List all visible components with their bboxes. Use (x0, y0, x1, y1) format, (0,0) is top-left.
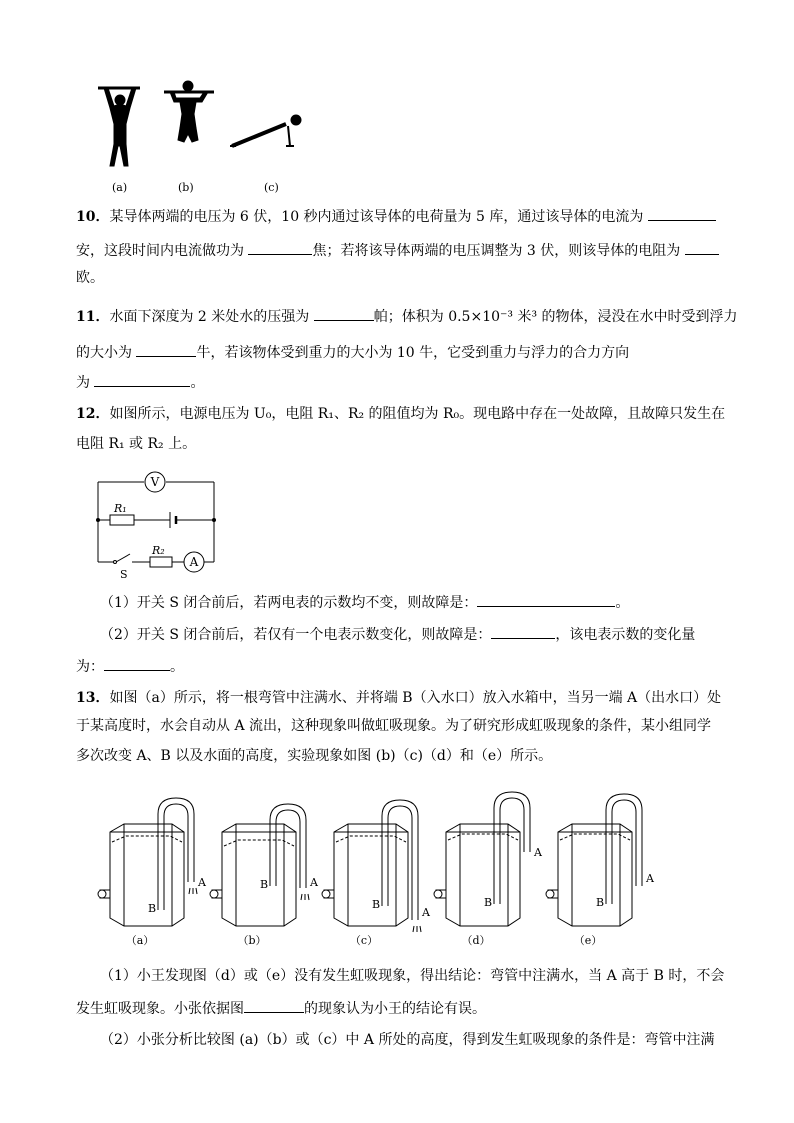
q12-sub2-line-2 (76, 656, 184, 677)
r2-resistor (150, 557, 172, 567)
voltmeter-label: V (150, 475, 160, 489)
siphon-panel (434, 792, 543, 947)
q13-line-1 (76, 688, 721, 708)
r1-resistor (110, 515, 134, 525)
q12-line-2 (76, 434, 196, 454)
q11-number: 11． (76, 309, 110, 325)
q12-text-2: 电阻 R₁ 或 R₂ 上。 (76, 436, 197, 452)
q12-sub2-end: 。 (170, 659, 184, 675)
q12-number: 12． (76, 406, 110, 422)
siphon-caption: （e） (573, 934, 603, 947)
q13-sub2-line (100, 1030, 714, 1050)
q12-blank-fault-2[interactable] (491, 624, 555, 639)
r1-label: R₁ (114, 502, 127, 515)
switch-label: S (120, 568, 128, 581)
q12-sub1-text: （1）开关 S 闭合前后，若两电表的示数均不变，则故障是： (100, 595, 478, 611)
q13-line-3 (76, 746, 552, 766)
q13-sub1-text-c: 的现象认为小王的结论有误。 (304, 1001, 486, 1017)
siphon-label-a: A (198, 876, 206, 889)
q11-line-2 (76, 342, 629, 363)
q11-blank-direction[interactable] (94, 372, 190, 387)
siphon-label-a: A (310, 876, 318, 889)
q12-sub2-text-c: 为： (76, 659, 104, 675)
siphon-panel (546, 794, 655, 947)
q11-text-3a: 为 (76, 375, 90, 391)
q10-number: 10． (76, 209, 110, 225)
q11-text-2a: 的大小为 (76, 345, 132, 361)
siphon-caption: （c） (349, 934, 379, 947)
q13-number: 13． (76, 690, 110, 706)
q11-blank-pressure[interactable] (314, 306, 374, 321)
q12-sub1-end: 。 (615, 595, 630, 611)
q13-text-2: 于某高度时，水会自动从 A 流出，这种现象叫做虹吸现象。为了研究形成虹吸现象的条件，某小组同学 (76, 718, 712, 734)
q13-sub1-line-1 (100, 966, 724, 986)
siphon-panel (210, 804, 319, 947)
q13-sub1-line-2 (76, 998, 486, 1019)
q13-sub2-text: （2）小张分析比较图 (a)（b）或（c）中 A 所处的高度，得到发生虹吸现象的条件是：弯管中注满 (100, 1032, 715, 1048)
siphon-panel (98, 798, 207, 947)
q11-line-3 (76, 372, 204, 393)
q13-text-1: 如图（a）所示，将一根弯管中注满水、并将端 B（入水口）放入水箱中，当另一端 A（出水口）处 (109, 690, 722, 706)
figure-b-pullup (164, 81, 214, 142)
q11-text-2b: 牛，若该物体受到重力的大小为 10 牛，它受到重力与浮力的合力方向 (196, 345, 630, 361)
q10-text-1: 某导体两端的电压为 6 伏，10 秒内通过该导体的电荷量为 5 库，通过该导体的电流为 (109, 209, 644, 225)
siphon-label-a: A (422, 906, 430, 919)
r2-label: R₂ (152, 544, 165, 557)
siphon-label-b: B (372, 898, 381, 911)
q13-text-3: 多次改变 A、B 以及水面的高度，实验现象如图 (b)（c)（d）和（e）所示。 (76, 748, 553, 764)
q12-sub1 (100, 592, 629, 613)
figure-c-caption: (c) (264, 181, 279, 194)
q13-sub1-text-b: 发生虹吸现象。小张依据图 (76, 1001, 244, 1017)
figure-a-caption: (a) (112, 181, 128, 194)
q10-text-2a: 安，这段时间内电流做功为 (76, 243, 244, 259)
switch-s (116, 554, 130, 562)
q13-sub1-text: （1）小王发现图（d）或（e）没有发生虹吸现象，得出结论：弯管中注满水，当 A 高于 B 时，不会 (100, 968, 725, 984)
siphon-label-b: B (484, 896, 493, 909)
siphon-caption: （d） (461, 934, 491, 947)
q11-line-1 (76, 306, 738, 327)
q10-blank-current[interactable] (648, 206, 716, 221)
q10-blank-work[interactable] (248, 240, 312, 255)
q12-text-1: 如图所示，电源电压为 U₀，电阻 R₁、R₂ 的阻值均为 R₀。现电路中存在一处故障，且故障只发生在 (109, 406, 726, 422)
siphon-caption: （a） (125, 934, 155, 947)
q13-blank-figure[interactable] (244, 998, 304, 1013)
q10-blank-resistance[interactable] (685, 240, 719, 255)
siphon-label-a: A (646, 872, 654, 885)
q10-line-3 (76, 268, 104, 288)
siphon-figure (96, 790, 656, 950)
q10-text-3: 欧。 (76, 270, 104, 286)
q10-line-1 (76, 206, 716, 227)
exercise-figure (90, 78, 320, 198)
siphon-panel (322, 800, 431, 947)
q12-blank-change[interactable] (104, 656, 170, 671)
siphon-caption: （b） (237, 934, 267, 947)
q12-sub2 (100, 624, 695, 645)
q12-sub2-text: （2）开关 S 闭合前后，若仅有一个电表示数变化，则故障是： (100, 627, 492, 643)
q11-text-1a: 水面下深度为 2 米处水的压强为 (109, 309, 310, 325)
figure-c-pushup (230, 115, 301, 146)
q11-blank-buoyancy[interactable] (136, 342, 196, 357)
q12-blank-fault-1[interactable] (477, 592, 615, 607)
siphon-label-b: B (148, 902, 157, 915)
q13-line-2 (76, 716, 711, 736)
q12-sub2-text-b: ，该电表示数的变化量 (555, 627, 696, 643)
q10-text-2b: 焦；若将该导体两端的电压调整为 3 伏，则该导体的电阻为 (312, 243, 681, 259)
figure-a-pullup (98, 88, 140, 166)
figure-b-caption: (b) (178, 181, 194, 194)
q10-line-2 (76, 240, 719, 261)
circuit-diagram (92, 466, 222, 582)
siphon-label-b: B (260, 878, 269, 891)
q11-text-1b: 帕；体积为 0.5×10⁻³ 米³ 的物体，浸没在水中时受到浮力 (373, 309, 738, 325)
siphon-label-b: B (596, 896, 605, 909)
q12-line-1 (76, 404, 725, 424)
siphon-label-a: A (534, 846, 542, 859)
ammeter-label: A (189, 555, 199, 569)
q11-text-3b: 。 (190, 375, 205, 391)
